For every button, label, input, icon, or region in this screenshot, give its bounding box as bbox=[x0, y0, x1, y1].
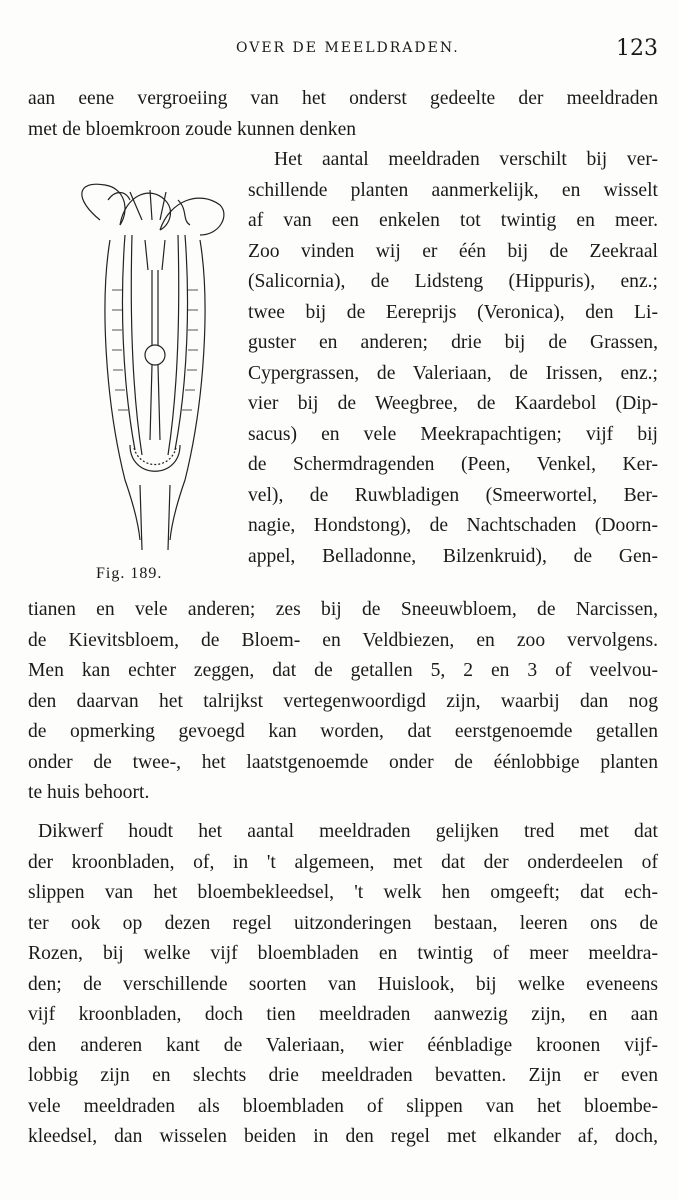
wrapped-paragraph bbox=[248, 145, 658, 572]
text-line: den anderen kant de Valeriaan, wier éénbladige kroonen vijf- bbox=[28, 1034, 658, 1056]
text-line: sacus) en vele Meekrapachtigen; vijf bij bbox=[248, 423, 658, 445]
text-line: Men kan echter zeggen, dat de getallen 5, 2 en 3 of veelvou- bbox=[28, 660, 658, 681]
text-line: de Kievitsbloem, de Bloem- en Veldbiezen, en zoo vervolgens. bbox=[28, 629, 658, 651]
text-line: vijf kroonbladen, doch tien meeldraden aanwezig zijn, en aan bbox=[28, 1004, 658, 1025]
running-title: OVER DE MEELDRADEN. bbox=[236, 40, 460, 56]
text-line: guster en anderen; drie bij de Grassen, bbox=[248, 332, 658, 353]
text-line: aan eene vergroeiing van het onderst gedeelte der meeldraden bbox=[28, 88, 658, 109]
text-line: Rozen, bij welke vijf bloembladen en twintig of meer meeldra- bbox=[28, 943, 658, 964]
continued-paragraph bbox=[28, 595, 658, 809]
text-line: met de bloemkroon zoude kunnen denken bbox=[28, 118, 357, 140]
text-line: slippen van het bloembekleedsel, 't welk hen omgeeft; dat ech- bbox=[28, 882, 658, 903]
text-line: onder de twee-, het laatstgenoemde onder de éénlobbige planten bbox=[28, 751, 658, 773]
text-line: Het aantal meeldraden verschilt bij ver- bbox=[274, 149, 658, 170]
text-line: den daarvan het talrijkst vertegenwoordigd zijn, waarbij dan nog bbox=[28, 690, 658, 712]
text-line: Zoo vinden wij er één bij de Zeekraal bbox=[248, 240, 658, 262]
text-line: (Salicornia), de Lidsteng (Hippuris), enz.; bbox=[248, 271, 658, 292]
page-number: 123 bbox=[616, 36, 658, 61]
text-line: den; de verschillende soorten van Huislook, bij welke eveneens bbox=[28, 973, 658, 995]
text-line: te huis behoort. bbox=[28, 782, 150, 803]
page-header bbox=[0, 36, 678, 70]
text-line: appel, Belladonne, Bilzenkruid), de Gen- bbox=[248, 545, 658, 567]
text-line: lobbig zijn en slechts drie meeldraden bevatten. Zijn er even bbox=[28, 1065, 658, 1086]
text-line: Cypergrassen, de Valeriaan, de Irissen, enz.; bbox=[248, 362, 658, 384]
text-line: vier bij de Weegbree, de Kaardebol (Dip- bbox=[248, 393, 658, 414]
intro-paragraph bbox=[28, 84, 658, 145]
flower-illustration-svg bbox=[70, 180, 240, 560]
text-line: vel), de Ruwbladigen (Smeerwortel, Ber- bbox=[248, 484, 658, 506]
text-line: af van een enkelen tot twintig en meer. bbox=[248, 210, 658, 231]
text-line: kleedsel, dan wisselen beiden in den regel met elkander af, doch, bbox=[28, 1126, 658, 1147]
text-line: schillende planten aanmerkelijk, en wisselt bbox=[248, 179, 658, 201]
figure-caption: Fig. 189. bbox=[96, 565, 163, 582]
text-line: ter ook op dezen regel uitzonderingen bestaan, leeren ons de bbox=[28, 912, 658, 934]
paragraph-dikwerf bbox=[28, 817, 658, 1153]
text-line: nagie, Hondstong), de Nachtschaden (Doorn- bbox=[248, 515, 658, 536]
text-line: twee bij de Eereprijs (Veronica), den Li- bbox=[248, 301, 658, 323]
flower-section-illustration bbox=[70, 180, 240, 590]
text-line: Dikwerf houdt het aantal meeldraden gelijken tred met dat bbox=[38, 821, 658, 842]
text-line: tianen en vele anderen; zes bij de Sneeuwbloem, de Narcissen, bbox=[28, 599, 658, 620]
text-line: vele meeldraden als bloembladen of slippen van het bloembe- bbox=[28, 1095, 658, 1117]
text-line: de Schermdragenden (Peen, Venkel, Ker- bbox=[248, 454, 658, 475]
text-line: der kroonbladen, of, in 't algemeen, met dat der onderdeelen of bbox=[28, 851, 658, 873]
text-line: de opmerking gevoegd kan worden, dat eerstgenoemde getallen bbox=[28, 721, 658, 742]
